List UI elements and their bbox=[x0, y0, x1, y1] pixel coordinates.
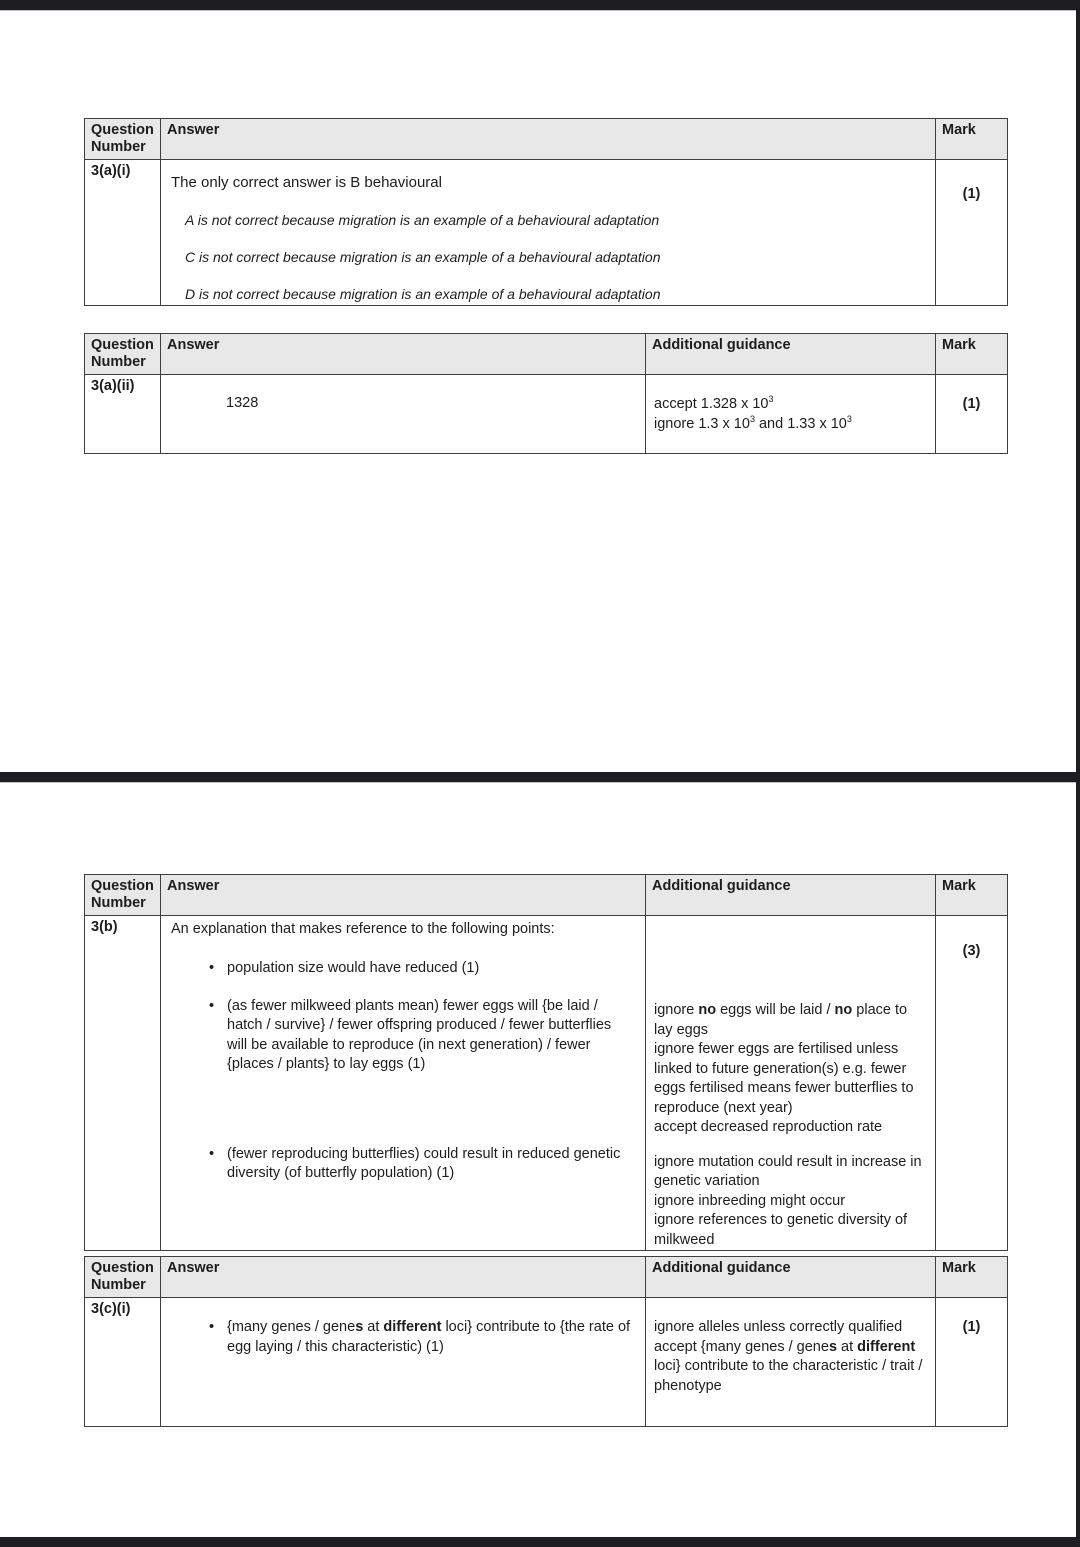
distractor-explanation-d: D is not correct because migration is an example of a behavioural adaptation bbox=[185, 286, 661, 302]
answer-text: The only correct answer is B behavioural bbox=[171, 174, 442, 191]
mark-cell: (1) bbox=[936, 1298, 1008, 1427]
question-number-cell: 3(a)(ii) bbox=[85, 375, 161, 454]
col-header-question-number: Question Number bbox=[85, 1257, 161, 1298]
answer-text: 1328 bbox=[226, 395, 259, 411]
col-header-mark: Mark bbox=[936, 334, 1008, 375]
guidance-line: ignore inbreeding might occur bbox=[654, 1192, 846, 1209]
distractor-explanation-a: A is not correct because migration is an example of a behavioural adaptation bbox=[185, 212, 660, 228]
superscript: 3 bbox=[768, 394, 774, 405]
col-header-question-number: Question Number bbox=[85, 334, 161, 375]
distractor-explanation-c: C is not correct because migration is an example of a behavioural adaptation bbox=[185, 249, 661, 265]
table-header-row bbox=[85, 334, 1008, 375]
table-row bbox=[85, 916, 1008, 1251]
mark-scheme-table-3ci bbox=[84, 1256, 1008, 1427]
document-page-2 bbox=[0, 782, 1076, 1537]
answer-cell bbox=[161, 1298, 646, 1427]
guidance-line: ignore alleles unless correctly qualified bbox=[654, 1319, 903, 1335]
table-header-row bbox=[85, 1257, 1008, 1298]
question-number-cell: 3(a)(i) bbox=[85, 160, 161, 306]
guidance-block bbox=[654, 1153, 927, 1251]
guidance-line: accept {many genes / genes at different loci} contribute to the characteristic / trait / phenotype bbox=[654, 1338, 923, 1394]
additional-guidance-cell bbox=[646, 1298, 936, 1427]
superscript: 3 bbox=[749, 413, 755, 424]
answer-bullet-list bbox=[171, 1318, 635, 1357]
guidance-line: ignore 1.3 x $10^3$ and 1.33 x $10^3$ bbox=[654, 413, 852, 432]
answer-bullet: • (as fewer milkweed plants mean) fewer eggs will {be laid / hatch / survive} / fewer offspring produced / fewer butterflies will be available to reproduce (in next generation) / fewer {places / plants} to lay eggs (1) bbox=[227, 997, 635, 1075]
col-header-additional-guidance: Additional guidance bbox=[646, 1257, 936, 1298]
col-header-mark: Mark bbox=[936, 875, 1008, 916]
col-header-question-number: Question Number bbox=[85, 119, 161, 160]
mark-scheme-table-3b bbox=[84, 874, 1008, 1251]
question-number-cell: 3(c)(i) bbox=[85, 1298, 161, 1427]
table-header-row bbox=[85, 875, 1008, 916]
answer-cell bbox=[161, 375, 646, 454]
mark-cell: (1) bbox=[936, 160, 1008, 306]
guidance-line: accept decreased reproduction rate bbox=[654, 1119, 883, 1135]
additional-guidance-cell bbox=[646, 916, 936, 1251]
additional-guidance-cell bbox=[646, 375, 936, 454]
guidance-line: ignore mutation could result in increase in genetic variation bbox=[654, 1153, 922, 1189]
table-row bbox=[85, 375, 1008, 454]
col-header-answer: Answer bbox=[161, 875, 646, 916]
document-page-1 bbox=[0, 10, 1076, 772]
guidance-line: ignore references to genetic diversity of milkweed bbox=[654, 1212, 908, 1248]
answer-bullet: • (fewer reproducing butterflies) could result in reduced genetic diversity (of butterfly population) (1) bbox=[227, 1145, 635, 1184]
col-header-additional-guidance: Additional guidance bbox=[646, 334, 936, 375]
answer-cell bbox=[161, 160, 936, 306]
col-header-mark: Mark bbox=[936, 119, 1008, 160]
guidance-line: ignore fewer eggs are fertilised unless linked to future generation(s) e.g. fewer eggs fertilised means fewer butterflies to reproduce (next year) bbox=[654, 1041, 914, 1116]
table-row bbox=[85, 1298, 1008, 1427]
guidance-line: accept 1.328 x $10^3$ bbox=[654, 394, 774, 412]
answer-bullet: • {many genes / genes at different loci} contribute to {the rate of egg laying / this characteristic) (1) bbox=[227, 1318, 635, 1357]
col-header-mark: Mark bbox=[936, 1257, 1008, 1298]
mark-cell: (1) bbox=[936, 375, 1008, 454]
col-header-answer: Answer bbox=[161, 334, 646, 375]
answer-bullet: • population size would have reduced (1) bbox=[227, 959, 635, 979]
answer-intro-text: An explanation that makes reference to the following points: bbox=[171, 921, 555, 937]
superscript: 3 bbox=[846, 413, 852, 424]
mark-scheme-table-3aii bbox=[84, 333, 1008, 454]
question-number-cell: 3(b) bbox=[85, 916, 161, 1251]
col-header-answer: Answer bbox=[161, 1257, 646, 1298]
mark-scheme-table-3ai bbox=[84, 118, 1008, 306]
answer-cell bbox=[161, 916, 646, 1251]
col-header-answer: Answer bbox=[161, 119, 936, 160]
table-header-row bbox=[85, 119, 1008, 160]
guidance-line: ignore no eggs will be laid / no place to lay eggs bbox=[654, 1002, 908, 1038]
guidance-block bbox=[654, 1001, 927, 1138]
answer-bullet-list bbox=[171, 959, 635, 1184]
col-header-additional-guidance: Additional guidance bbox=[646, 875, 936, 916]
mark-cell: (3) bbox=[936, 916, 1008, 1251]
table-row bbox=[85, 160, 1008, 306]
col-header-question-number: Question Number bbox=[85, 875, 161, 916]
